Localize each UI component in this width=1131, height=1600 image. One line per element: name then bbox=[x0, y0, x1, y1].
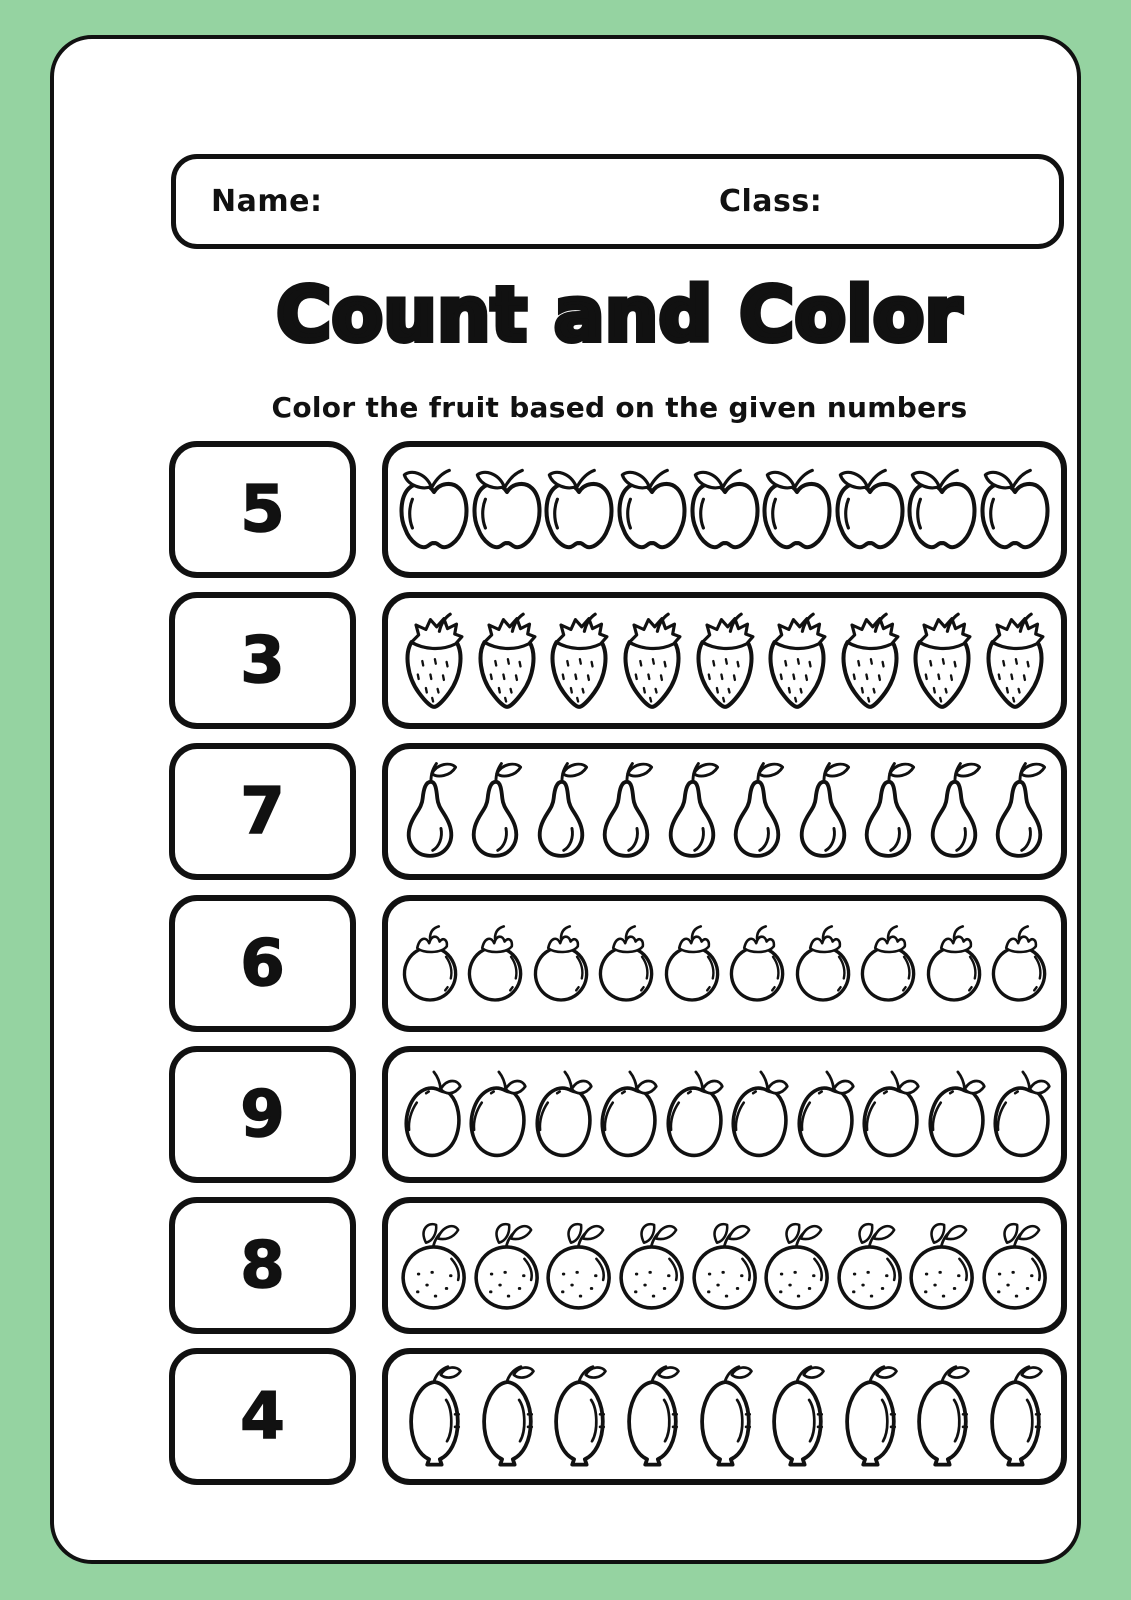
apple-icon[interactable] bbox=[616, 457, 688, 563]
orange-icon[interactable] bbox=[543, 1213, 615, 1319]
mangosteen-icon[interactable] bbox=[987, 911, 1051, 1017]
strawberry-icon[interactable] bbox=[979, 608, 1051, 714]
apple-icon[interactable] bbox=[979, 457, 1051, 563]
count-number: 3 bbox=[240, 623, 285, 698]
count-number: 7 bbox=[240, 774, 285, 849]
mango-icon[interactable] bbox=[791, 1062, 855, 1168]
pear-icon[interactable] bbox=[856, 759, 920, 865]
pear-icon[interactable] bbox=[922, 759, 986, 865]
count-number: 5 bbox=[240, 472, 285, 547]
header-box bbox=[171, 154, 1064, 249]
mango-icon[interactable] bbox=[987, 1062, 1051, 1168]
count-number-box bbox=[169, 592, 356, 729]
strawberry-icon[interactable] bbox=[761, 608, 833, 714]
name-label: Name: bbox=[211, 184, 323, 219]
orange-icon[interactable] bbox=[398, 1213, 470, 1319]
count-number: 9 bbox=[240, 1077, 285, 1152]
count-number-box bbox=[169, 441, 356, 578]
class-label: Class: bbox=[719, 184, 823, 219]
strawberry-icon[interactable] bbox=[689, 608, 761, 714]
worksheet-row bbox=[54, 743, 1131, 880]
count-number: 6 bbox=[240, 926, 285, 1001]
fruit-row-apple bbox=[382, 441, 1067, 578]
lemon-icon[interactable] bbox=[543, 1364, 615, 1470]
mango-icon[interactable] bbox=[856, 1062, 920, 1168]
strawberry-icon[interactable] bbox=[906, 608, 978, 714]
apple-icon[interactable] bbox=[471, 457, 543, 563]
mangosteen-icon[interactable] bbox=[594, 911, 658, 1017]
worksheet-row bbox=[54, 592, 1131, 729]
mangosteen-icon[interactable] bbox=[922, 911, 986, 1017]
mangosteen-icon[interactable] bbox=[529, 911, 593, 1017]
class-field[interactable] bbox=[826, 179, 1056, 229]
mango-icon[interactable] bbox=[594, 1062, 658, 1168]
strawberry-icon[interactable] bbox=[834, 608, 906, 714]
orange-icon[interactable] bbox=[979, 1213, 1051, 1319]
count-number-box bbox=[169, 1197, 356, 1334]
worksheet-page bbox=[50, 35, 1081, 1564]
count-number: 8 bbox=[240, 1228, 285, 1303]
lemon-icon[interactable] bbox=[979, 1364, 1051, 1470]
orange-icon[interactable] bbox=[689, 1213, 761, 1319]
name-field[interactable] bbox=[326, 179, 706, 229]
orange-icon[interactable] bbox=[471, 1213, 543, 1319]
page-subtitle: Color the fruit based on the given numbers bbox=[271, 391, 968, 424]
strawberry-icon[interactable] bbox=[471, 608, 543, 714]
apple-icon[interactable] bbox=[543, 457, 615, 563]
worksheet-row bbox=[54, 1348, 1131, 1485]
worksheet-row bbox=[54, 895, 1131, 1032]
apple-icon[interactable] bbox=[689, 457, 761, 563]
lemon-icon[interactable] bbox=[906, 1364, 978, 1470]
apple-icon[interactable] bbox=[834, 457, 906, 563]
mangosteen-icon[interactable] bbox=[463, 911, 527, 1017]
lemon-icon[interactable] bbox=[616, 1364, 688, 1470]
mango-icon[interactable] bbox=[463, 1062, 527, 1168]
mangosteen-icon[interactable] bbox=[398, 911, 462, 1017]
mangosteen-icon[interactable] bbox=[856, 911, 920, 1017]
fruit-row-mango bbox=[382, 1046, 1067, 1183]
pear-icon[interactable] bbox=[987, 759, 1051, 865]
count-number-box bbox=[169, 1348, 356, 1485]
strawberry-icon[interactable] bbox=[398, 608, 470, 714]
worksheet-row bbox=[54, 441, 1131, 578]
page-title: Count and Color bbox=[276, 272, 963, 358]
pear-icon[interactable] bbox=[660, 759, 724, 865]
orange-icon[interactable] bbox=[616, 1213, 688, 1319]
apple-icon[interactable] bbox=[906, 457, 978, 563]
lemon-icon[interactable] bbox=[471, 1364, 543, 1470]
mango-icon[interactable] bbox=[398, 1062, 462, 1168]
strawberry-icon[interactable] bbox=[543, 608, 615, 714]
lemon-icon[interactable] bbox=[398, 1364, 470, 1470]
lemon-icon[interactable] bbox=[834, 1364, 906, 1470]
mango-icon[interactable] bbox=[660, 1062, 724, 1168]
orange-icon[interactable] bbox=[834, 1213, 906, 1319]
pear-icon[interactable] bbox=[725, 759, 789, 865]
fruit-row-lemon bbox=[382, 1348, 1067, 1485]
mango-icon[interactable] bbox=[725, 1062, 789, 1168]
apple-icon[interactable] bbox=[761, 457, 833, 563]
lemon-icon[interactable] bbox=[761, 1364, 833, 1470]
worksheet-row bbox=[54, 1046, 1131, 1183]
pear-icon[interactable] bbox=[529, 759, 593, 865]
mangosteen-icon[interactable] bbox=[660, 911, 724, 1017]
fruit-row-orange bbox=[382, 1197, 1067, 1334]
count-number-box bbox=[169, 1046, 356, 1183]
orange-icon[interactable] bbox=[906, 1213, 978, 1319]
count-number-box bbox=[169, 743, 356, 880]
orange-icon[interactable] bbox=[761, 1213, 833, 1319]
pear-icon[interactable] bbox=[463, 759, 527, 865]
count-number: 4 bbox=[240, 1379, 285, 1454]
lemon-icon[interactable] bbox=[689, 1364, 761, 1470]
mango-icon[interactable] bbox=[529, 1062, 593, 1168]
count-number-box bbox=[169, 895, 356, 1032]
pear-icon[interactable] bbox=[791, 759, 855, 865]
mangosteen-icon[interactable] bbox=[725, 911, 789, 1017]
fruit-row-strawberry bbox=[382, 592, 1067, 729]
mangosteen-icon[interactable] bbox=[791, 911, 855, 1017]
worksheet-row bbox=[54, 1197, 1131, 1334]
apple-icon[interactable] bbox=[398, 457, 470, 563]
strawberry-icon[interactable] bbox=[616, 608, 688, 714]
fruit-row-mangosteen bbox=[382, 895, 1067, 1032]
pear-icon[interactable] bbox=[594, 759, 658, 865]
pear-icon[interactable] bbox=[398, 759, 462, 865]
fruit-row-pear bbox=[382, 743, 1067, 880]
mango-icon[interactable] bbox=[922, 1062, 986, 1168]
